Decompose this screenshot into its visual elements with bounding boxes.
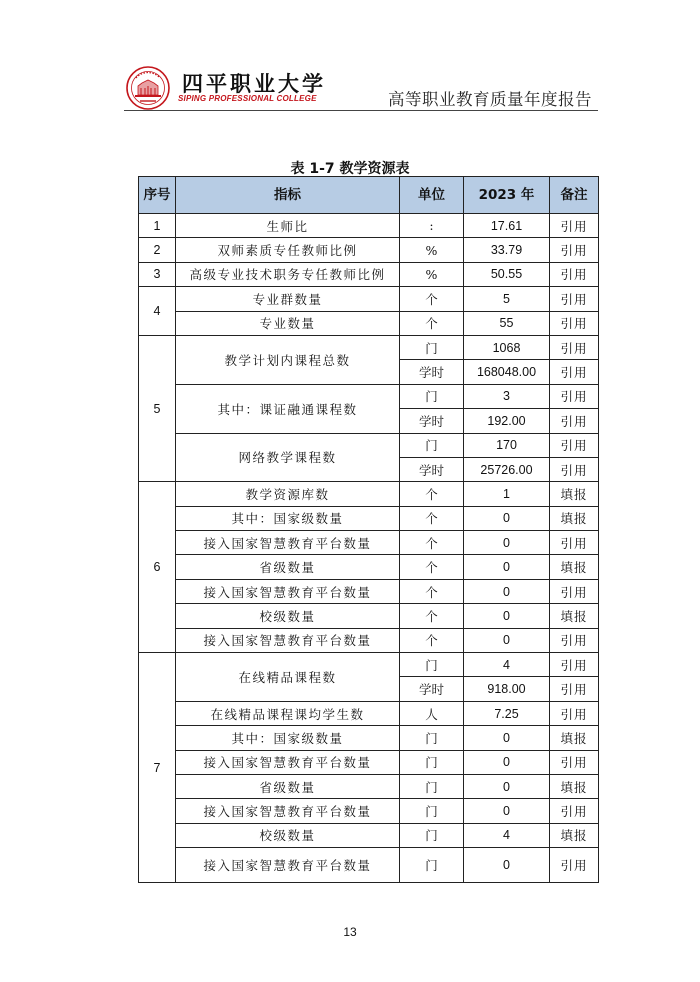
row-note: 引用 — [550, 457, 599, 481]
row-unit: 个 — [400, 482, 464, 506]
table-row — [139, 433, 599, 457]
header-divider — [124, 110, 598, 111]
row-note: 引用 — [550, 409, 599, 433]
row-unit: 个 — [400, 628, 464, 652]
row-indicator: 接入国家智慧教育平台数量 — [176, 531, 400, 555]
row-unit: 个 — [400, 531, 464, 555]
row-note: 填报 — [550, 482, 599, 506]
row-indicator: 生师比 — [176, 214, 400, 238]
row-seq: 2 — [139, 238, 176, 262]
row-unit: 人 — [400, 701, 464, 725]
row-seq: 1 — [139, 214, 176, 238]
row-unit: 个 — [400, 311, 464, 335]
row-note: 引用 — [550, 238, 599, 262]
row-value: 17.61 — [464, 214, 550, 238]
row-note: 引用 — [550, 335, 599, 359]
row-indicator: 省级数量 — [176, 774, 400, 798]
row-unit: 学时 — [400, 457, 464, 481]
row-unit: 门 — [400, 726, 464, 750]
row-unit: 门 — [400, 384, 464, 408]
row-value: 168048.00 — [464, 360, 550, 384]
table-row — [139, 750, 599, 774]
row-note: 引用 — [550, 653, 599, 677]
row-note: 填报 — [550, 555, 599, 579]
row-unit: 个 — [400, 604, 464, 628]
row-seq: 3 — [139, 262, 176, 286]
table-row — [139, 238, 599, 262]
row-value: 0 — [464, 506, 550, 530]
row-unit: 个 — [400, 579, 464, 603]
row-value: 3 — [464, 384, 550, 408]
row-value: 0 — [464, 750, 550, 774]
row-indicator: 在线精品课程课均学生数 — [176, 701, 400, 725]
row-unit: 门 — [400, 750, 464, 774]
row-unit: 门 — [400, 335, 464, 359]
row-unit: 门 — [400, 774, 464, 798]
row-seq: 5 — [139, 335, 176, 481]
row-value: 170 — [464, 433, 550, 457]
table-row — [139, 506, 599, 530]
row-indicator: 接入国家智慧教育平台数量 — [176, 750, 400, 774]
row-unit: 学时 — [400, 409, 464, 433]
row-seq: 7 — [139, 653, 176, 883]
row-indicator: 其中：国家级数量 — [176, 506, 400, 530]
row-value: 192.00 — [464, 409, 550, 433]
table-row — [139, 653, 599, 677]
row-value: 918.00 — [464, 677, 550, 701]
row-indicator: 其中：国家级数量 — [176, 726, 400, 750]
table-row — [139, 726, 599, 750]
row-indicator: 其中：课证融通课程数 — [176, 384, 400, 433]
school-name-en: SIPING PROFESSIONAL COLLEGE — [178, 94, 317, 103]
table-row — [139, 384, 599, 408]
row-note: 引用 — [550, 848, 599, 883]
college-seal-logo-icon — [126, 66, 170, 110]
row-note: 引用 — [550, 214, 599, 238]
row-note: 引用 — [550, 311, 599, 335]
row-value: 0 — [464, 848, 550, 883]
table-row — [139, 701, 599, 725]
header-unit: 单位 — [400, 177, 464, 214]
row-value: 1 — [464, 482, 550, 506]
teaching-resources-table — [138, 176, 599, 883]
row-unit: 门 — [400, 823, 464, 847]
header-year: 2023 年 — [464, 177, 550, 214]
row-note: 引用 — [550, 433, 599, 457]
row-value: 50.55 — [464, 262, 550, 286]
row-note: 引用 — [550, 287, 599, 311]
row-value: 0 — [464, 531, 550, 555]
header-seq: 序号 — [139, 177, 176, 214]
table-caption: 表 1-7 教学资源表 — [290, 161, 410, 177]
table-row — [139, 579, 599, 603]
row-note: 引用 — [550, 677, 599, 701]
row-indicator: 接入国家智慧教育平台数量 — [176, 848, 400, 883]
row-note: 填报 — [550, 823, 599, 847]
header-indicator: 指标 — [176, 177, 400, 214]
row-value: 55 — [464, 311, 550, 335]
row-value: 0 — [464, 628, 550, 652]
row-note: 引用 — [550, 750, 599, 774]
row-unit: 门 — [400, 799, 464, 823]
row-value: 0 — [464, 604, 550, 628]
row-seq: 6 — [139, 482, 176, 653]
row-indicator: 校级数量 — [176, 604, 400, 628]
row-indicator: 接入国家智慧教育平台数量 — [176, 799, 400, 823]
row-note: 引用 — [550, 360, 599, 384]
row-value: 1068 — [464, 335, 550, 359]
row-value: 0 — [464, 799, 550, 823]
row-value: 0 — [464, 555, 550, 579]
table-row — [139, 555, 599, 579]
row-unit: % — [400, 262, 464, 286]
row-value: 25726.00 — [464, 457, 550, 481]
row-indicator: 在线精品课程数 — [176, 653, 400, 702]
table-row — [139, 848, 599, 883]
row-note: 引用 — [550, 262, 599, 286]
row-indicator: 教学资源库数 — [176, 482, 400, 506]
table-row — [139, 531, 599, 555]
row-value: 0 — [464, 579, 550, 603]
school-name-cn: 四平职业大学 — [182, 72, 326, 96]
report-title: 高等职业教育质量年度报告 — [388, 90, 592, 109]
table-row — [139, 482, 599, 506]
row-note: 引用 — [550, 701, 599, 725]
row-indicator: 高级专业技术职务专任教师比例 — [176, 262, 400, 286]
row-unit: % — [400, 238, 464, 262]
row-note: 引用 — [550, 531, 599, 555]
row-value: 0 — [464, 774, 550, 798]
row-indicator: 专业群数量 — [176, 287, 400, 311]
row-unit: 学时 — [400, 360, 464, 384]
row-value: 7.25 — [464, 701, 550, 725]
row-value: 4 — [464, 653, 550, 677]
row-unit: 门 — [400, 433, 464, 457]
row-unit: 学时 — [400, 677, 464, 701]
row-seq: 4 — [139, 287, 176, 336]
table-row — [139, 262, 599, 286]
row-unit: 门 — [400, 653, 464, 677]
table-row — [139, 214, 599, 238]
table-row — [139, 628, 599, 652]
row-value: 4 — [464, 823, 550, 847]
table-row — [139, 604, 599, 628]
row-unit: 个 — [400, 506, 464, 530]
row-unit: 个 — [400, 287, 464, 311]
row-note: 填报 — [550, 604, 599, 628]
row-note: 引用 — [550, 628, 599, 652]
header-note: 备注 — [550, 177, 599, 214]
row-indicator: 双师素质专任教师比例 — [176, 238, 400, 262]
row-value: 5 — [464, 287, 550, 311]
table-row — [139, 774, 599, 798]
row-indicator: 专业数量 — [176, 311, 400, 335]
row-note: 引用 — [550, 799, 599, 823]
table-header-row — [139, 177, 599, 214]
table-row — [139, 823, 599, 847]
row-indicator: 教学计划内课程总数 — [176, 335, 400, 384]
row-note: 填报 — [550, 726, 599, 750]
table-row — [139, 287, 599, 311]
row-note: 填报 — [550, 774, 599, 798]
row-note: 引用 — [550, 384, 599, 408]
row-unit: 门 — [400, 848, 464, 883]
row-indicator: 省级数量 — [176, 555, 400, 579]
row-note: 引用 — [550, 579, 599, 603]
table-row — [139, 799, 599, 823]
row-indicator: 接入国家智慧教育平台数量 — [176, 628, 400, 652]
row-value: 0 — [464, 726, 550, 750]
row-indicator: 网络教学课程数 — [176, 433, 400, 482]
row-indicator: 接入国家智慧教育平台数量 — [176, 579, 400, 603]
row-unit: : — [400, 214, 464, 238]
row-unit: 个 — [400, 555, 464, 579]
row-note: 填报 — [550, 506, 599, 530]
row-value: 33.79 — [464, 238, 550, 262]
table-row — [139, 335, 599, 359]
row-indicator: 校级数量 — [176, 823, 400, 847]
page-number: 13 — [343, 925, 357, 939]
table-row — [139, 311, 599, 335]
